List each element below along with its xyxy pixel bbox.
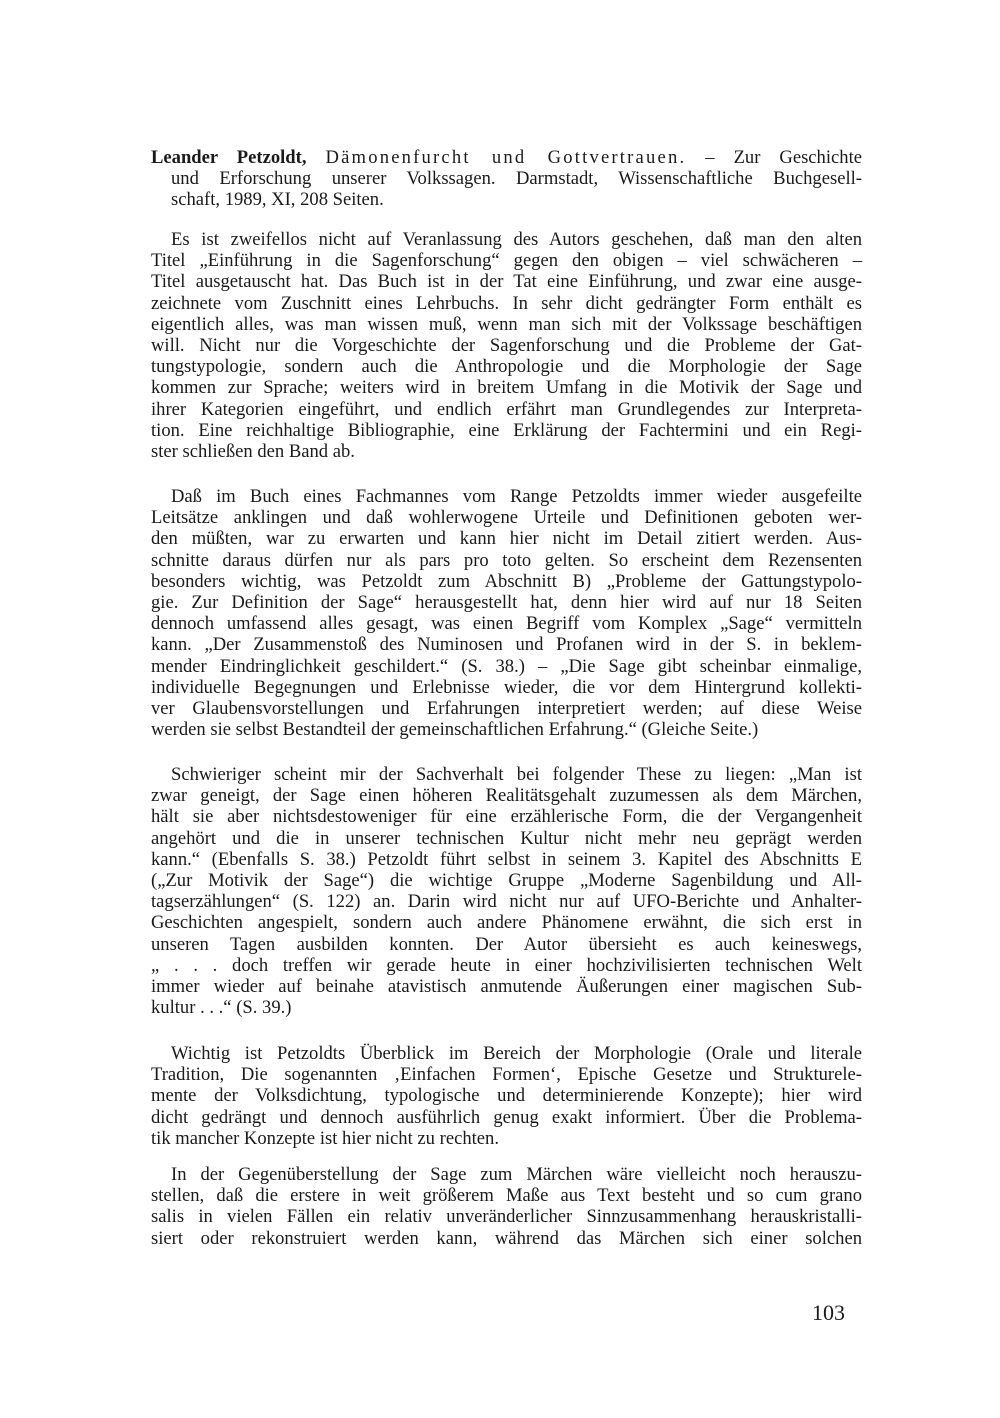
paragraph-line: den müßten, war zu erwarten und kann hier nicht im Detail zitiert werden. Aus- xyxy=(151,528,862,550)
paragraph-line: dicht gedrängt und dennoch ausführlich genug exakt informiert. Über die Problema- xyxy=(151,1106,862,1128)
paragraph-line: mente der Volksdichtung, typologische und determinierende Konzepte); hier wird xyxy=(151,1085,862,1107)
paragraph-line: Es ist zweifellos nicht auf Veranlassung des Autors geschehen, daß man den alten xyxy=(171,229,862,250)
paragraph-line: Geschichten angespielt, sondern auch andere Phänomene erwähnt, die sich erst in xyxy=(151,912,862,934)
paragraph-line: Schwieriger scheint mir der Sachverhalt bei folgender These zu liegen: „Man ist xyxy=(171,764,862,785)
paragraph-line: tagserzählungen“ (S. 122) an. Darin wird nicht nur auf UFO-Berichte und Anhalter- xyxy=(151,891,862,913)
paragraph-4 xyxy=(151,1043,862,1149)
paragraph-line: „ . . . doch treffen wir gerade heute in einer hochzivilisierten technischen Welt xyxy=(151,954,862,976)
paragraph-line: eigentlich alles, was man wissen muß, wenn man sich mit der Volkssage beschäftigen xyxy=(151,313,862,335)
paragraph-line: siert oder rekonstruiert werden kann, während das Märchen sich einer solchen xyxy=(151,1227,862,1249)
paragraph-line: mender Eindringlichkeit geschildert.“ (S. 38.) – „Die Sage gibt scheinbar einmalige, xyxy=(151,655,862,677)
paragraph-line: kann.“ (Ebenfalls S. 38.) Petzoldt führt selbst in seinem 3. Kapitel des Abschnitts E xyxy=(151,848,862,870)
paragraph-line: Daß im Buch eines Fachmannes vom Range Petzoldts immer wieder ausgefeilte xyxy=(171,486,862,507)
author-name: Leander Petzoldt, xyxy=(151,147,307,168)
paragraph-line: gie. Zur Definition der Sage“ herausgestellt hat, denn hier wird auf nur 18 Seiten xyxy=(151,591,862,613)
paragraph-line: zwar geneigt, der Sage einen höheren Realitätsgehalt zuzumessen als dem Märchen, xyxy=(151,785,862,807)
paragraph-line: besonders wichtig, was Petzoldt zum Abschnitt B) „Probleme der Gattungstypolo- xyxy=(151,570,862,592)
paragraph-1 xyxy=(151,229,862,462)
paragraph-line: Leitsätze anklingen und daß wohlerwogene Urteile und Definitionen geboten wer- xyxy=(151,507,862,529)
paragraph-line: tik mancher Konzepte ist hier nicht zu rechten. xyxy=(151,1127,499,1149)
paragraph-line: will. Nicht nur die Vorgeschichte der Sagenforschung und die Probleme der Gat- xyxy=(151,334,862,356)
book-subtitle-start: – Zur Geschichte xyxy=(686,147,862,168)
paragraph-line: werden sie selbst Bestandteil der gemeinschaftlichen Erfahrung.“ (Gleiche Seite.) xyxy=(151,719,759,741)
page-number: 103 xyxy=(812,1300,845,1325)
bib-line-2: und Erforschung unserer Volkssagen. Darmstadt, Wissenschaftliche Buchgesell- xyxy=(171,168,862,190)
paragraph-line: unseren Tagen ausbilden konnten. Der Autor übersieht es auch keineswegs, xyxy=(151,933,862,955)
bib-line-1 xyxy=(151,147,862,168)
paragraph-line: hält sie aber nichtsdestoweniger für eine erzählerische Form, die der Vergangenheit xyxy=(151,806,862,828)
bibliographic-entry xyxy=(151,147,862,211)
bib-line-3: schaft, 1989, XI, 208 Seiten. xyxy=(171,189,384,211)
paragraph-line: individuelle Begegnungen und Erlebnisse wieder, die vor dem Hintergrund kollekti- xyxy=(151,676,862,698)
paragraph-line: Titel ausgetauscht hat. Das Buch ist in der Tat eine Einführung, und zwar eine ausge- xyxy=(151,271,862,293)
paragraph-line: kommen zur Sprache; weiters wird in breitem Umfang in die Motivik der Sage und xyxy=(151,377,862,399)
paragraph-line: angehört und die in unserer technischen Kultur nicht mehr neu geprägt werden xyxy=(151,827,862,849)
paragraph-line: schnitte daraus dürfen nur als pars pro toto gelten. So erscheint dem Rezensenten xyxy=(151,549,862,571)
paragraph-line: Wichtig ist Petzoldts Überblick im Bereich der Morphologie (Orale und literale xyxy=(171,1043,862,1064)
paragraph-line: Tradition, Die sogenannten ‚Einfachen Formen‘, Epische Gesetze und Strukturele- xyxy=(151,1064,862,1086)
paragraph-line: ster schließen den Band ab. xyxy=(151,440,355,462)
paragraph-line: zeichnete vom Zuschnitt eines Lehrbuchs. In sehr dicht gedrängter Form enthält es xyxy=(151,292,862,314)
paragraph-line: immer wieder auf beinahe atavistisch anmutende Äußerungen einer magischen Sub- xyxy=(151,975,862,997)
paragraph-line: stellen, daß die erstere in weit größerem Maße aus Text besteht und so cum grano xyxy=(151,1185,862,1207)
paragraph-line: („Zur Motivik der Sage“) die wichtige Gruppe „Moderne Sagenbildung und All- xyxy=(151,869,862,891)
paragraph-5 xyxy=(151,1164,862,1249)
paragraph-line: salis in vielen Fällen ein relativ unveränderlicher Sinnzusammenhang herauskristalli- xyxy=(151,1206,862,1228)
paragraph-2 xyxy=(151,486,862,740)
paragraph-line: ihrer Kategorien eingeführt, und endlich erfährt man Grundlegendes zur Interpreta- xyxy=(151,398,862,420)
paragraph-line: Titel „Einführung in die Sagenforschung“ gegen den obigen – viel schwächeren – xyxy=(151,250,862,272)
paragraph-line: In der Gegenüberstellung der Sage zum Märchen wäre vielleicht noch herauszu- xyxy=(171,1164,862,1185)
paragraph-line: kann. „Der Zusammenstoß des Numinosen und Profanen wird in der S. in beklem- xyxy=(151,634,862,656)
paragraph-line: tungstypologie, sondern auch die Anthropologie und die Morphologie der Sage xyxy=(151,356,862,378)
paragraph-3 xyxy=(151,764,862,1018)
paragraph-line: tion. Eine reichhaltige Bibliographie, eine Erklärung der Fachtermini und ein Regi- xyxy=(151,419,862,441)
paragraph-line: dennoch umfassend alles gesagt, was einen Begriff vom Komplex „Sage“ vermitteln xyxy=(151,613,862,635)
paragraph-line: ver Glaubensvorstellungen und Erfahrungen interpretiert werden; auf diese Weise xyxy=(151,697,862,719)
book-title: Dämonenfurcht und Gottvertrauen. xyxy=(325,147,687,168)
paragraph-line: kultur . . .“ (S. 39.) xyxy=(151,997,292,1019)
